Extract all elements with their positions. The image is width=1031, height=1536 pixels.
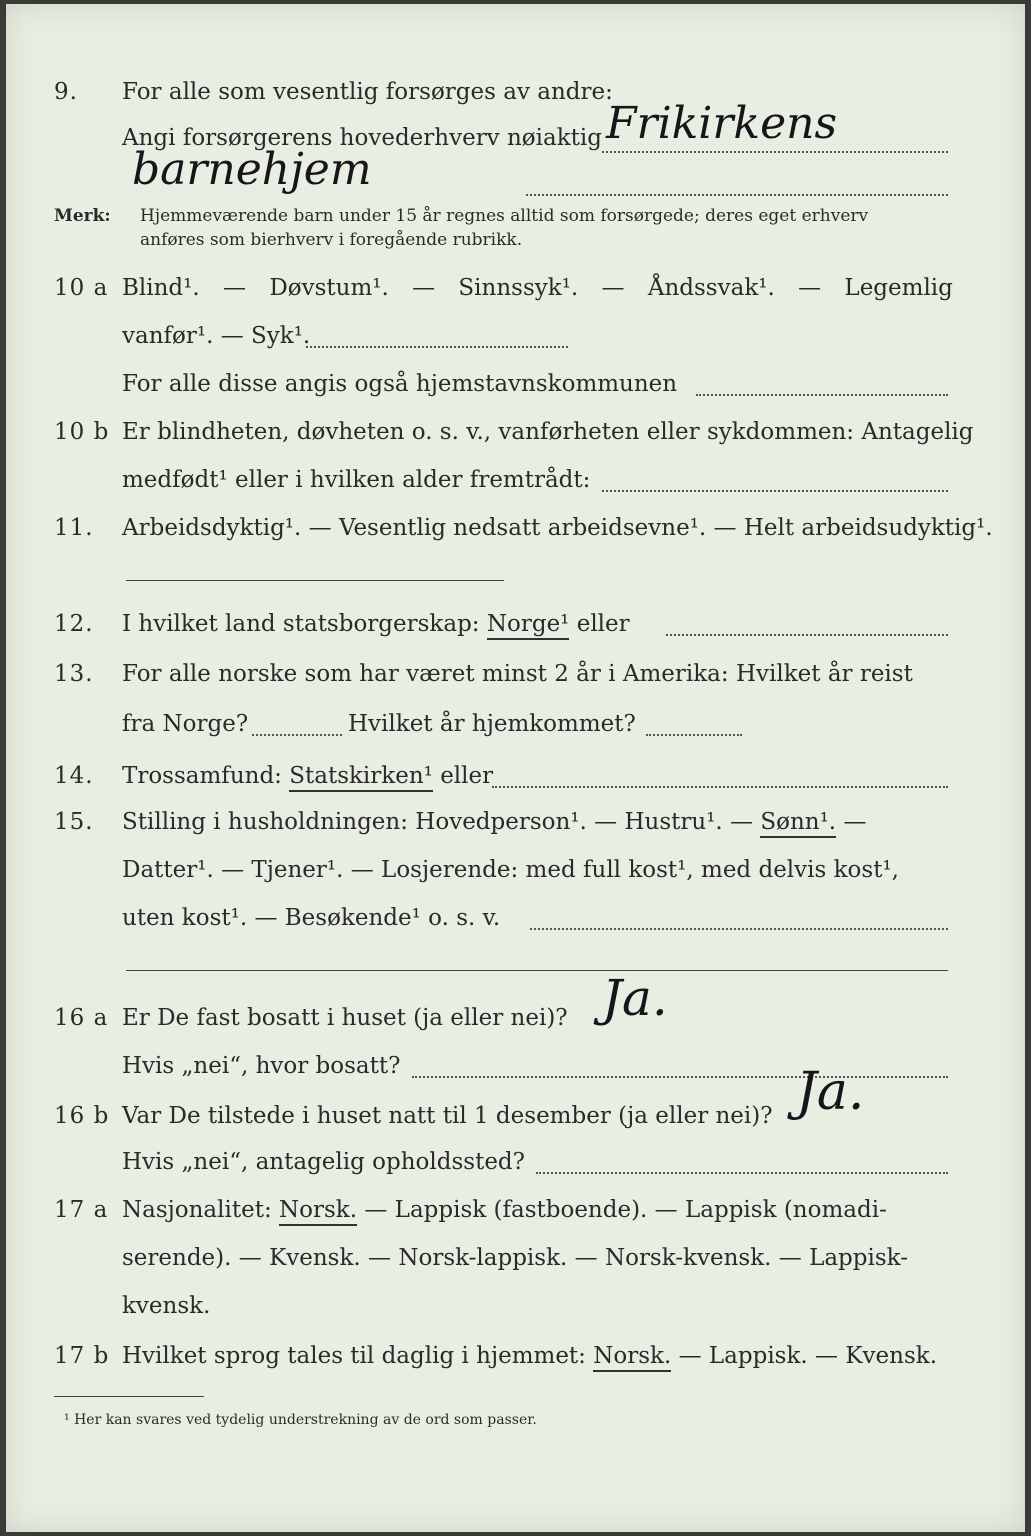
question-number: 10 b bbox=[54, 419, 110, 445]
question-number: 17 b bbox=[54, 1343, 110, 1369]
underlined-answer: Sønn¹. bbox=[760, 809, 836, 838]
underlined-answer: Norge¹ bbox=[487, 611, 570, 640]
question-text: Er blindheten, døvheten o. s. v., vanførheten eller sykdommen: Antagelig bbox=[122, 419, 974, 445]
question-10b-line-1 bbox=[6, 412, 1025, 452]
footnote-mark: ¹ bbox=[64, 1412, 70, 1428]
question-10a-line-1 bbox=[6, 268, 1025, 308]
separator-rule bbox=[126, 970, 948, 971]
answer-line bbox=[306, 346, 568, 348]
question-text: Hvilket år hjemkommet? bbox=[348, 711, 636, 737]
question-16a-line-1 bbox=[6, 969, 1025, 1038]
question-text: Er De fast bosatt i huset (ja eller nei)? bbox=[122, 1005, 568, 1031]
footnote bbox=[64, 1412, 537, 1428]
footnote-text: Her kan svares ved tydelig understrekning av de ord som passer. bbox=[74, 1412, 537, 1428]
handwritten-answer: Ja. bbox=[796, 1062, 865, 1122]
question-text: Hvilket sprog tales til daglig i hjemmet: Norsk. — Lappisk. — Kvensk. bbox=[122, 1336, 937, 1376]
question-13-line-1 bbox=[6, 654, 1025, 694]
footnote-rule bbox=[54, 1396, 204, 1397]
question-11 bbox=[6, 508, 1025, 548]
handwritten-answer: Ja. bbox=[602, 969, 668, 1027]
question-13-line-2 bbox=[6, 704, 1025, 744]
answer-line bbox=[646, 734, 742, 736]
question-17b bbox=[6, 1336, 1025, 1376]
question-10a-line-3 bbox=[6, 364, 1025, 404]
question-text: Datter¹. — Tjener¹. — Losjerende: med full kost¹, med delvis kost¹, bbox=[122, 857, 899, 883]
question-text: Angi forsørgerens hovederhverv nøiaktig bbox=[122, 125, 602, 151]
note-label: Merk: bbox=[54, 206, 111, 226]
handwritten-answer: barnehjem bbox=[132, 144, 372, 195]
separator-rule bbox=[126, 580, 504, 581]
question-text: vanfør¹. — Syk¹. bbox=[122, 323, 311, 349]
note-text: anføres som bierhverv i foregående rubrikk. bbox=[140, 230, 523, 250]
question-text: fra Norge? bbox=[122, 711, 249, 737]
question-17a-line-1 bbox=[6, 1190, 1025, 1230]
question-text: kvensk. bbox=[122, 1293, 211, 1319]
answer-line bbox=[602, 151, 948, 153]
question-text: For alle norske som har været minst 2 år i Amerika: Hvilket år reist bbox=[122, 661, 913, 687]
question-text: Hvis „nei“, antagelig opholdssted? bbox=[122, 1149, 525, 1175]
question-10a-line-2 bbox=[6, 316, 1025, 356]
question-text: Hvis „nei“, hvor bosatt? bbox=[122, 1053, 401, 1079]
question-number: 17 a bbox=[54, 1197, 109, 1223]
answer-line bbox=[530, 928, 948, 930]
question-number: 9. bbox=[54, 79, 78, 105]
question-9-line-3 bbox=[6, 144, 1025, 204]
answer-line bbox=[492, 786, 948, 788]
question-text: Arbeidsdyktig¹. — Vesentlig nedsatt arbeidsevne¹. — Helt arbeidsudyktig¹. bbox=[122, 515, 993, 541]
question-number: 15. bbox=[54, 809, 94, 835]
question-15-line-2 bbox=[6, 850, 1025, 890]
question-text: medfødt¹ eller i hvilken alder fremtrådt: bbox=[122, 467, 591, 493]
question-text: Nasjonalitet: Norsk. — Lappisk (fastboende). — Lappisk (nomadi- bbox=[122, 1190, 887, 1230]
question-15-line-1 bbox=[6, 802, 1025, 842]
answer-line bbox=[602, 490, 948, 492]
census-form-page bbox=[6, 4, 1025, 1532]
question-17a-line-3 bbox=[6, 1286, 1025, 1326]
question-number: 13. bbox=[54, 661, 94, 687]
question-14 bbox=[6, 756, 1025, 796]
question-12 bbox=[6, 604, 1025, 644]
question-text: I hvilket land statsborgerskap: Norge¹ eller bbox=[122, 604, 630, 644]
question-text: uten kost¹. — Besøkende¹ o. s. v. bbox=[122, 905, 501, 931]
question-number: 16 a bbox=[54, 1005, 109, 1031]
question-text: For alle disse angis også hjemstavnskommunen bbox=[122, 371, 678, 397]
question-16a-line-2 bbox=[6, 1046, 1025, 1086]
answer-line bbox=[412, 1076, 948, 1078]
question-text: Trossamfund: Statskirken¹ eller bbox=[122, 756, 493, 796]
answer-line bbox=[696, 394, 948, 396]
question-16b-line-2 bbox=[6, 1142, 1025, 1182]
question-number: 14. bbox=[54, 763, 94, 789]
question-17a-line-2 bbox=[6, 1238, 1025, 1278]
question-text: serende). — Kvensk. — Norsk-lappisk. — Norsk-kvensk. — Lappisk- bbox=[122, 1245, 908, 1271]
underlined-answer: Norsk. bbox=[279, 1197, 357, 1226]
underlined-answer: Statskirken¹ bbox=[289, 763, 433, 792]
question-9-line-1 bbox=[6, 72, 1025, 112]
question-number: 11. bbox=[54, 515, 94, 541]
note-text: Hjemmeværende barn under 15 år regnes alltid som forsørgede; deres eget erhverv bbox=[140, 206, 869, 226]
question-number: 12. bbox=[54, 611, 94, 637]
answer-line bbox=[526, 194, 948, 196]
question-text: Var De tilstede i huset natt til 1 desember (ja eller nei)? bbox=[122, 1103, 773, 1129]
underlined-answer: Norsk. bbox=[593, 1343, 671, 1372]
handwritten-answer: Frikirkens bbox=[606, 98, 838, 149]
question-10b-line-2 bbox=[6, 460, 1025, 500]
question-text: For alle som vesentlig forsørges av andre: bbox=[122, 79, 613, 105]
question-text: Blind¹. — Døvstum¹. — Sinnssyk¹. — Åndssvak¹. — Legemlig bbox=[122, 275, 953, 301]
answer-line bbox=[252, 734, 342, 736]
answer-line bbox=[666, 634, 948, 636]
question-text: Stilling i husholdningen: Hovedperson¹. — Hustru¹. — Sønn¹. — bbox=[122, 802, 866, 842]
question-number: 10 a bbox=[54, 275, 109, 301]
answer-line bbox=[536, 1172, 948, 1174]
question-15-line-3 bbox=[6, 898, 1025, 938]
question-number: 16 b bbox=[54, 1103, 110, 1129]
